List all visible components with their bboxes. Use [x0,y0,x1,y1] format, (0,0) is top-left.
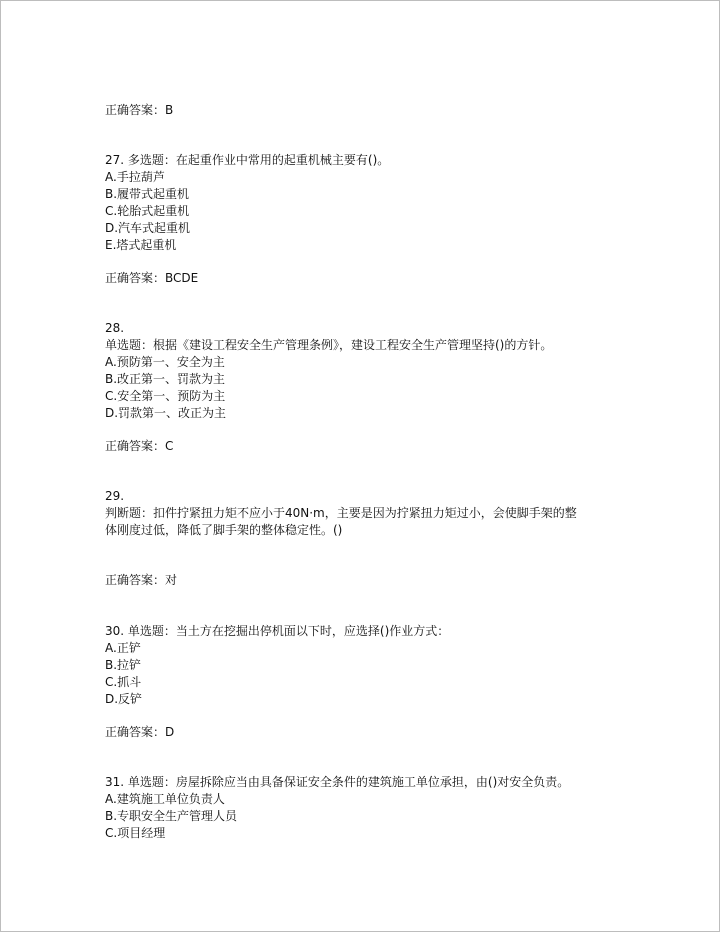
q28-option-d: D.罚款第一、改正为主 [105,406,227,420]
answer-q30: 正确答案：D [105,725,175,739]
question-29-number: 29. [105,489,125,503]
answer-q28: 正确答案：C [105,439,174,453]
q31-option-a: A.建筑施工单位负责人 [105,792,225,806]
answer-q27: 正确答案：BCDE [105,271,199,285]
q30-option-a: A.正铲 [105,641,141,655]
q28-option-a: A.预防第一、安全为主 [105,355,225,369]
q27-option-d: D.汽车式起重机 [105,221,191,235]
q30-option-d: D.反铲 [105,692,143,706]
question-28-title: 单选题：根据《建设工程安全生产管理条例》，建设工程安全生产管理坚持()的方针。 [105,338,553,352]
q27-option-c: C.轮胎式起重机 [105,204,190,218]
answer-q26: 正确答案：B [105,103,174,117]
q28-option-c: C.安全第一、预防为主 [105,389,226,403]
answer-q29: 正确答案：对 [105,573,178,587]
q30-option-c: C.抓斗 [105,675,142,689]
question-31-title: 31. 单选题：房屋拆除应当由具备保证安全条件的建筑施工单位承担，由()对安全负责。 [105,775,570,789]
question-28-number: 28. [105,321,125,335]
question-29-title-line1: 判断题：扣件拧紧扭力矩不应小于40N·m，主要是因为拧紧扭力矩过小，会使脚手架的整 [105,506,577,520]
q30-option-b: B.拉铲 [105,658,142,672]
question-27-title: 27. 多选题：在起重作业中常用的起重机械主要有()。 [105,153,390,167]
q31-option-c: C.项目经理 [105,826,166,840]
q31-option-b: B.专职安全生产管理人员 [105,809,238,823]
question-30-title: 30. 单选题：当土方在挖掘出停机面以下时，应选择()作业方式： [105,624,450,638]
question-29-title-line2: 体刚度过低，降低了脚手架的整体稳定性。() [105,523,343,537]
q27-option-e: E.塔式起重机 [105,238,177,252]
q27-option-a: A.手拉葫芦 [105,170,165,184]
q28-option-b: B.改正第一、罚款为主 [105,372,226,386]
q27-option-b: B.履带式起重机 [105,187,190,201]
